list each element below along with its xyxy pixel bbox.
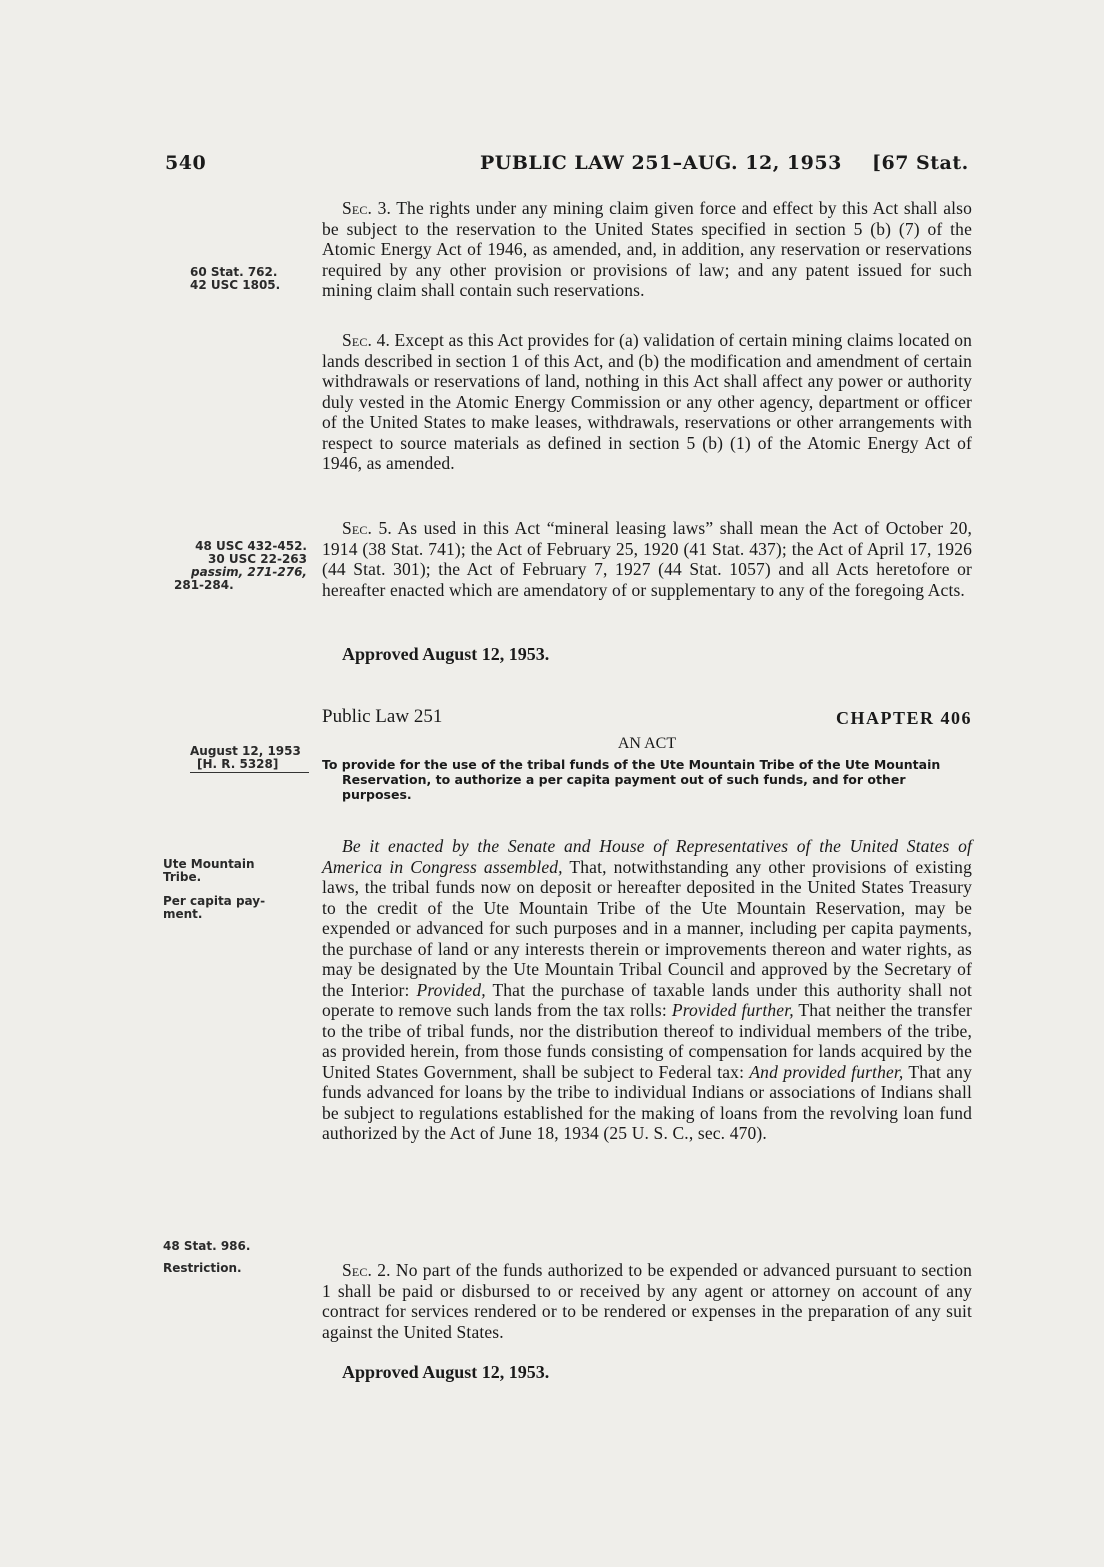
section-5: Sec. 5. As used in this Act “mineral leasing laws” shall mean the Act of October 20, 1914 (38 Stat. 741); the Act of February 25, 1920 (41 Stat. 437); the Act of April 17, 1926 (44 Stat. 301); the Act of February 7, 1927 (44 Stat. 1057) and all Acts heretofore or hereafter enacted which are amendatory of or supplementary to any of the foregoing Acts.: [322, 518, 972, 600]
margin-note-restriction: Restriction.: [163, 1261, 242, 1275]
margin-note-date: August 12, 1953 [H. R. 5328]: [190, 745, 340, 773]
approved-date-2: Approved August 12, 1953.: [342, 1362, 550, 1382]
section-2: Sec. 2. No part of the funds authorized to be expended or advanced pursuant to section 1 shall be paid or disbursed to or received by any agent or attorney on account of any contract for services rendered or to be rendered or expenses in the preparation of any suit against the United States.: [322, 1260, 972, 1342]
public-law-label: Public Law 251: [322, 706, 443, 727]
margin-note-stat986: 48 Stat. 986.: [163, 1239, 251, 1253]
volume-ref: [67 Stat.: [872, 152, 969, 174]
running-title: PUBLIC LAW 251–AUG. 12, 1953: [480, 152, 842, 174]
margin-note-per-capita: Per capita pay- ment.: [163, 894, 266, 921]
margin-note-sec5: 48 USC 432-452. 30 USC 22-263 passim, 271-276, 281-284.: [174, 539, 307, 592]
section-1: Be it enacted by the Senate and House of Representatives of the United States of America in Congress assembled, That, notwithstanding any other provisions of existing laws, the tribal funds now on deposit or hereafter deposited in the United States Treasury to the credit of the Ute Mountain Tribe of the Ute Mountain Reservation, may be expended or advanced for such purposes and in a manner, including per capita payments, the purchase of land or any interests therein or improvements thereon and water rights, as may be designated by the Ute Mountain Tribal Council and approved by the Secretary of the Interior: Provided, That the purchase of taxable lands under this authority shall not operate to remove such lands from the tax rolls: Provided further, That neither the transfer to the tribe of tribal funds, nor the distribution thereof to individual members of the tribe, as provided herein, from those funds consisting of compensation for lands acquired by the United States Government, shall be subject to Federal tax: And provided further, That any funds advanced for loans by the tribe to individual Indians or associations of Indians shall be subject to regulations established for the making of loans from the revolving loan fund authorized by the Act of June 18, 1934 (25 U. S. C., sec. 470).: [322, 836, 973, 1143]
section-4: Sec. 4. Except as this Act provides for (a) validation of certain mining claims located on lands described in section 1 of this Act, and (b) the modification and amendment of certain withdrawals or reservations of land, nothing in this Act shall affect any power or authority duly vested in the Atomic Energy Commission or any other agency, department or officer of the United States to make leases, withdrawals, reservations or other arrangements with respect to source materials as defined in section 5 (b) (1) of the Atomic Energy Act of 1946, as amended.: [322, 330, 973, 473]
chapter-label: CHAPTER 406: [835, 708, 972, 728]
page-number: 540: [165, 152, 207, 174]
law-heading: [322, 706, 972, 730]
margin-note-ute: Ute Mountain Tribe.: [163, 857, 255, 884]
section-3: Sec. 3. The rights under any mining claim given force and effect by this Act shall also be subject to the reservation to the United States specified in section 5 (b) (7) of the Atomic Energy Act of 1946, as amended, and, in addition, any reservation or reservations required by any other provision or provisions of law; and any patent issued for such mining claim shall contain such reservations.: [322, 198, 972, 300]
margin-note-sec3: 60 Stat. 762. 42 USC 1805.: [190, 265, 281, 292]
an-act-heading: AN ACT: [617, 735, 677, 752]
approved-date-1: Approved August 12, 1953.: [342, 644, 550, 664]
act-title: To provide for the use of the tribal funds of the Ute Mountain Tribe of the Ute Mountain Reservation, to authorize a per capita payment out of such funds, and for other purposes.: [322, 757, 941, 802]
